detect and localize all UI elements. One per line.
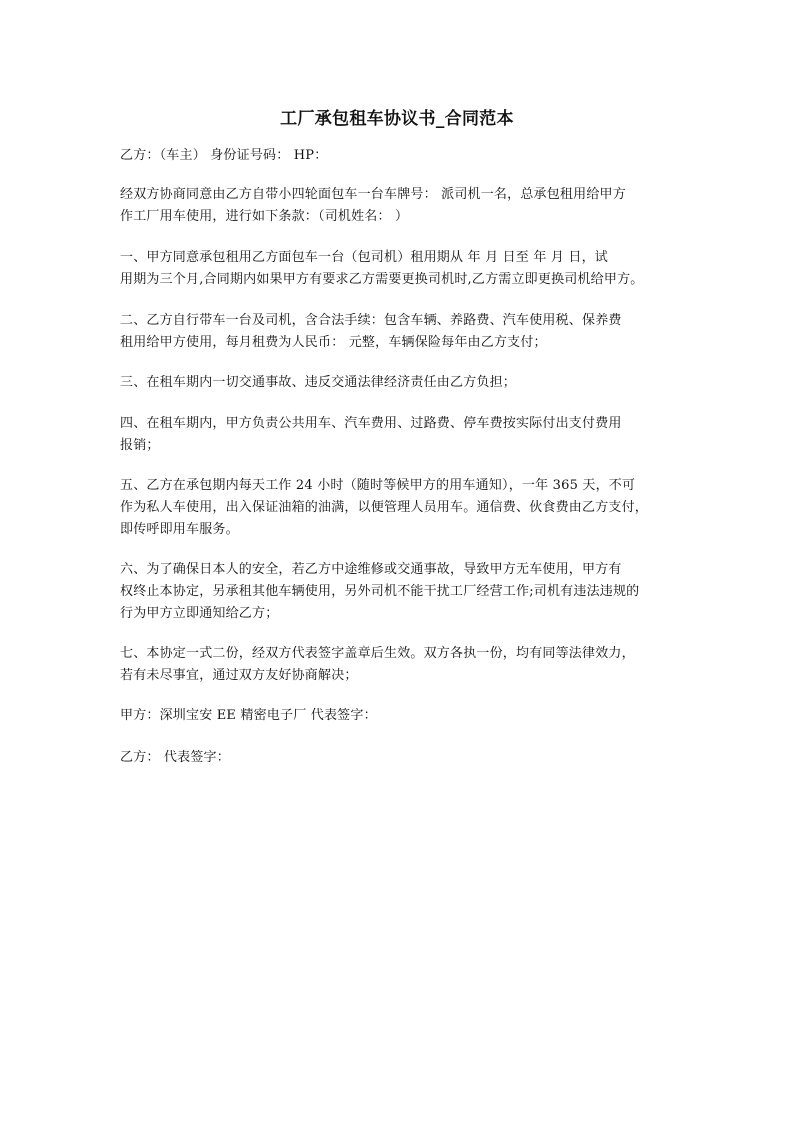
clause-3-line-1: 三、在租车期内一切交通事故、违反交通法律经济责任由乙方负担； [120,375,517,390]
clause-6-line-2: 权终止本协定，另承租其他车辆使用，另外司机不能干扰工厂经营工作;司机有违法违规的 [120,584,640,599]
intro-line-2: 作工厂用车使用，进行如下条款：（司机姓名： ） [120,209,409,224]
clause-7-line-2: 若有未尽事宜，通过双方友好协商解决； [120,668,358,683]
clause-6-line-1: 六、为了确保日本人的安全，若乙方中途维修或交通事故，导致甲方无车使用，甲方有 [120,562,622,577]
clause-1-line-1: 一、甲方同意承包租用乙方面包车一台（包司机）租用期从 年 月 日至 年 月 日，试 [120,250,608,265]
clause-5-line-1: 五、乙方在承包期内每天工作 24 小时（随时等候甲方的用车通知），一年 365 天，不可 [120,478,636,493]
clause-6-line-3: 行为甲方立即通知给乙方； [120,606,279,621]
clause-5-line-2: 作为私人车使用，出入保证油箱的油满，以便管理人员用车。通信费、伙食费由乙方支付， [120,500,649,515]
clause-7-line-1: 七、本协定一式二份，经双方代表签字盖章后生效。双方各执一份，均有同等法律效力， [120,646,635,661]
signature-party-b: 乙方： 代表签字： [120,750,230,765]
clause-2-line-1: 二、乙方自行带车一台及司机，含合法手续：包含车辆、养路费、汽车使用税、保养费 [120,313,622,328]
signature-party-a: 甲方：深圳宝安 EE 精密电子厂 代表签字： [120,708,377,723]
clause-4-line-1: 四、在租车期内，甲方负责公共用车、汽车费用、过路费、停车费按实际付出支付费用 [120,416,622,431]
clause-4-line-2: 报销； [120,438,160,453]
clause-5-line-3: 即传呼即用车服务。 [120,522,239,537]
clause-1-line-2: 用期为三个月,合同期内如果甲方有要求乙方需要更换司机时,乙方需立即更换司机给甲方。 [120,272,644,287]
party-b-header: 乙方：（车主） 身份证号码： HP： [120,148,328,163]
intro-line-1: 经双方协商同意由乙方自带小四轮面包车一台车牌号： 派司机一名，总承包租用给甲方 [120,187,626,202]
document-title: 工厂承包租车协议书_合同范本 [280,109,514,129]
clause-2-line-2: 租用给甲方使用，每月租费为人民币： 元整，车辆保险每年由乙方支付； [120,335,547,350]
